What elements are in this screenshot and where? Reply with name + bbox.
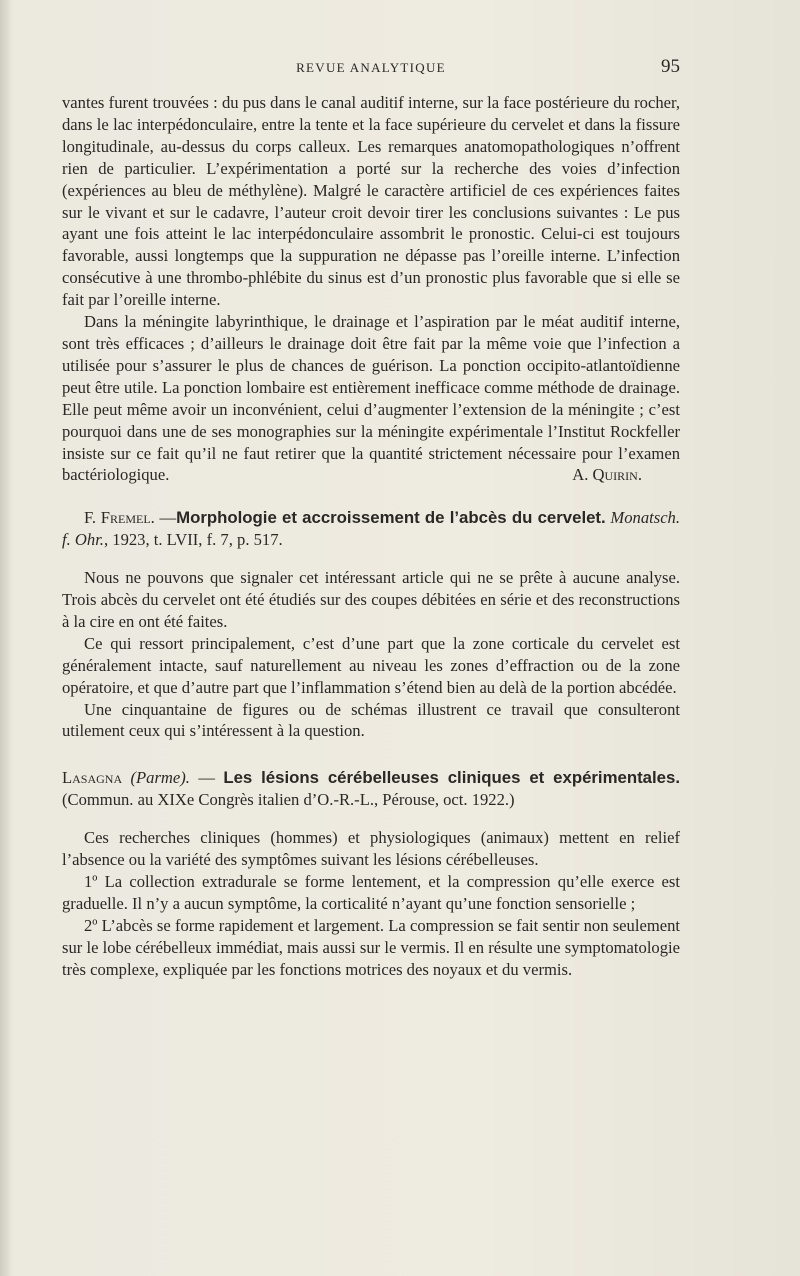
review-continued	[62, 92, 680, 486]
entry-citation: , 1923, t. LVII, f. 7, p. 517.	[103, 530, 283, 550]
entry-place: (Parme).	[130, 768, 190, 788]
heading-spacer	[62, 551, 680, 567]
running-title: REVUE ANALYTIQUE	[296, 60, 446, 75]
review-paragraph: vantes furent trouvées : du pus dans le canal auditif interne, sur la face postérieure du rocher, dans le lac interpédonculaire, entre la tente et la face supérieure du cervelet et dans la fissure longitudinale, au-dessus du corps calleux. Les remarques anatomopathologiques n’offrent rien de particulier. L’expérimentation a porté sur la recherche des voies d’infection (expériences au bleu de méthylène). Malgré le caractère artificiel de ces expériences faites sur le vivant et sur le cadavre, l’auteur croit devoir tirer les conclusions suivantes : Le pus ayant une fois atteint le lac interpédonculaire assombrit le pronostic. Celui-ci est toujours favorable, aussi longtemps que la suppuration ne dépasse pas l’oreille interne. L’infection consécutive à une thrombo-phlébite du sinus est d’un pronostic plus favorable que si elle se fait par l’oreille interne.	[62, 93, 680, 310]
entry-heading	[62, 507, 680, 551]
section-spacer	[62, 742, 680, 767]
entry-dash: . —	[150, 508, 177, 528]
entry-journal: Monatsch. f. Ohr.	[62, 508, 680, 550]
page-edge	[0, 0, 10, 1276]
review-paragraph: Ce qui ressort principalement, c’est d’une part que la zone corticale du cervelet est généralement intacte, sauf naturellement au niveau les zones d’effraction ou de la zone opératoire, et que d’autre part que l’inflammation s’étend bien au delà de la portion abcédée.	[62, 633, 680, 697]
page-header	[62, 56, 680, 80]
entry-title: Morphologie et accroissement de l’abcès du cervelet.	[176, 508, 606, 528]
review-paragraph: 2º L’abcès se forme rapidement et largement. La compression se fait sentir non seulement sur le lobe cérébelleux immédiat, mais aussi sur le vermis. Il en résulte une symptomatologie très complexe, expliquée par les fonctions motrices des noyaux et du vermis.	[62, 915, 680, 979]
review-lasagna	[62, 767, 680, 980]
review-paragraph: Une cinquantaine de figures ou de schémas illustrent ce travail que consulteront utilement ceux qui s’intéressent à la question.	[62, 699, 680, 741]
entry-citation: (Commun. au XIXe Congrès italien d’O.-R.-L., Pérouse, oct. 1922.)	[62, 790, 515, 810]
review-paragraph: Dans la méningite labyrinthique, le drainage et l’aspiration par le méat auditif interne, sont très efficaces ; d’ailleurs le drainage doit être fait par la même voie que l’infection a utilisée pour s’assurer le plus de chances de guérison. La ponction occipito-atlantoïdienne peut être utile. La ponction lombaire est entièrement inefficace comme méthode de drainage. Elle peut même avoir un inconvénient, celui d’augmenter l’extension de la méningite ; c’est pourquoi dans une de ses monographies sur la méningite expérimentale l’Institut Rockfeller insiste sur ce fait qu’il ne faut retirer que la quantité strictement nécessaire pour l’examen bactériologique.	[62, 312, 680, 485]
section-spacer	[62, 486, 680, 507]
review-paragraph: Ces recherches cliniques (hommes) et physiologiques (animaux) mettent en relief l’absence ou la variété des symptômes suivant les lésions cérébelleuses.	[62, 828, 680, 870]
entry-author: F. Fremel	[84, 508, 151, 528]
page-number: 95	[661, 56, 680, 77]
entry-author: Lasagna	[62, 768, 123, 788]
entry-title: Les lésions cérébelleuses cliniques et expérimentales.	[223, 768, 681, 788]
page-body	[62, 92, 680, 981]
review-paragraph: Nous ne pouvons que signaler cet intéressant article qui ne se prête à aucune analyse. Trois abcès du cervelet ont été étudiés sur des coupes débitées en série et des reconstructions à la cire en ont été faites.	[62, 568, 680, 631]
review-fremel	[62, 507, 680, 742]
review-paragraph: 1º La collection extradurale se forme lentement, et la compression qu’elle exerce est graduelle. Il n’y a aucun symptôme, la corticalité n’ayant qu’une fonction sensorielle ;	[62, 872, 680, 913]
heading-spacer	[62, 811, 680, 827]
reviewer-name: A. Quirin.	[572, 465, 642, 485]
entry-dash: —	[189, 768, 224, 788]
entry-heading	[62, 767, 680, 811]
